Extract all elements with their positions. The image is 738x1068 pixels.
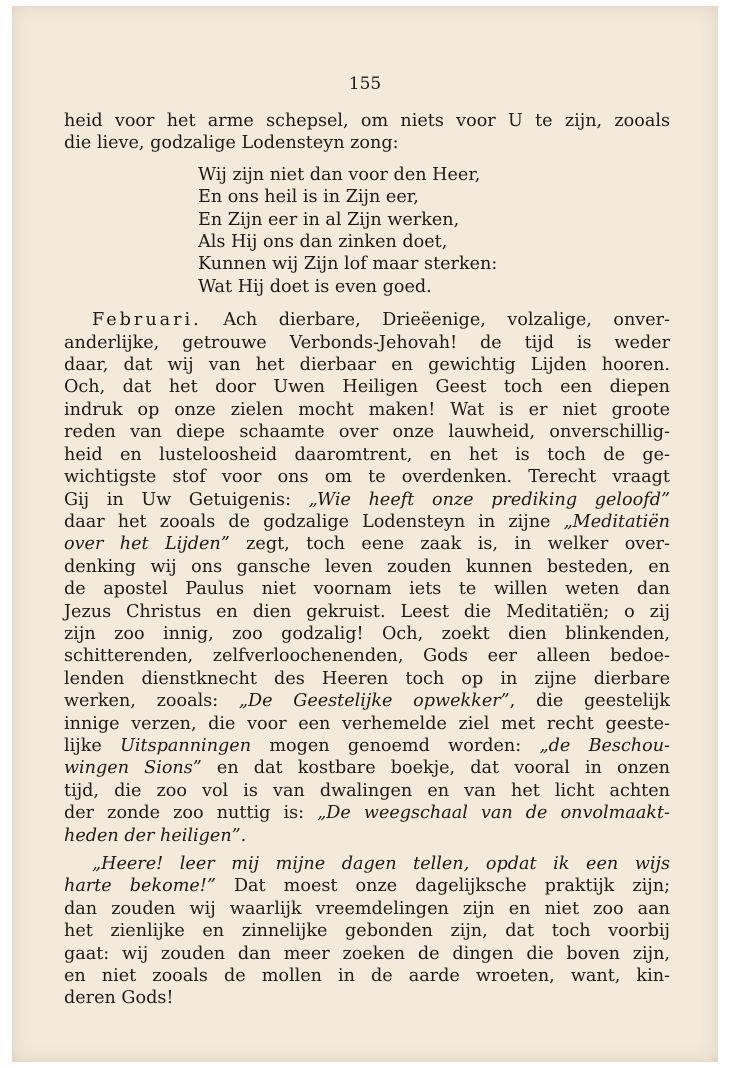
text-line: gaat: wij zouden dan meer zoeken de dingen die boven zijn, bbox=[64, 943, 670, 964]
quoted-title: „Wie heeft onze prediking geloofd” bbox=[308, 489, 670, 510]
text-line: schitterenden, zelfverloochenenden, Gods eer alleen bedoe- bbox=[64, 646, 670, 667]
poem-line: En Zijn eer in al Zijn werken, bbox=[198, 209, 460, 230]
quoted-title: wingen Sions” bbox=[64, 758, 202, 779]
text-line: innige verzen, die voor een verhemelde ziel met recht geeste- bbox=[64, 713, 670, 734]
text-line: zijn zoo innig, zoo godzalig! Och, zoekt dien blinkenden, bbox=[64, 623, 670, 644]
page-number: 155 bbox=[348, 74, 382, 94]
text-line bbox=[64, 735, 670, 757]
quoted-title: over het Lijden” bbox=[64, 534, 230, 555]
text-fragment: en dat kostbare boekje, dat vooral in onzen bbox=[201, 758, 670, 779]
text-line: lenden dienstknecht des Heeren toch op in zijne dierbare bbox=[64, 668, 670, 689]
text-line: en niet zooals de mollen in de aarde wroeten, want, kin- bbox=[64, 966, 670, 987]
text-line bbox=[64, 875, 670, 897]
poem-line: Kunnen wij Zijn lof maar sterken: bbox=[198, 254, 498, 275]
text-fragment: , die geestelijk bbox=[509, 691, 670, 712]
quoted-title: heden der heiligen”. bbox=[64, 825, 247, 846]
text-line: wichtigste stof voor ons om te overdenken. Terecht vraagt bbox=[64, 467, 670, 488]
text-line: reden van diepe schaamte over onze lauwheid, onverschillig- bbox=[64, 422, 670, 443]
poem-line: En ons heil is in Zijn eer, bbox=[198, 187, 419, 208]
text-line bbox=[64, 802, 670, 824]
text-line: het zienlijke en zinnelijke gebonden zijn, dat toch voorbij bbox=[64, 921, 670, 942]
poem-line: Wat Hij doet is even goed. bbox=[198, 276, 432, 297]
text-fragment: Dat moest onze dagelijksche praktijk zijn; bbox=[215, 876, 670, 897]
text-line: tijd, die zoo vol is van dwalingen en van het licht achten bbox=[64, 780, 670, 801]
text-line bbox=[64, 533, 670, 555]
text-line: denking wij ons gansche leven zouden kunnen besteden, en bbox=[64, 556, 670, 577]
text-line: anderlijke, getrouwe Verbonds-Jehovah! de tijd is weder bbox=[64, 332, 670, 353]
text-line: Och, dat het door Uwen Heiligen Geest toch een diepen bbox=[64, 377, 670, 398]
text-fragment: Gij in Uw Getuigenis: bbox=[64, 489, 309, 510]
text-line bbox=[64, 825, 670, 847]
paragraph-3 bbox=[64, 853, 670, 1010]
quotation: „Heere! leer mij mijne dagen tellen, opdat ik een wijs bbox=[92, 854, 670, 874]
text-line: heid en lusteloosheid daaromtrent, en het is toch de ge- bbox=[64, 444, 670, 465]
text-line: heid voor het arme schepsel, om niets voor U te zijn, zooals bbox=[64, 111, 670, 131]
text-line: die lieve, godzalige Lodensteyn zong: bbox=[64, 133, 399, 154]
poem-line: Als Hij ons dan zinken doet, bbox=[198, 232, 448, 253]
text-line: daar, dat wij van het dierbaar en gewichtig Lijden hooren. bbox=[64, 355, 670, 376]
poem-line: Wij zijn niet dan voor den Heer, bbox=[198, 164, 481, 185]
text-line bbox=[64, 757, 670, 779]
text-fragment: der zonde zoo nuttig is: bbox=[64, 803, 318, 824]
text-line bbox=[64, 853, 670, 875]
text-line: de apostel Paulus niet voornam iets te willen weten dan bbox=[64, 579, 670, 600]
text-line: dan zouden wij waarlijk vreemdelingen zijn en niet zoo aan bbox=[64, 898, 670, 919]
text-line bbox=[64, 489, 670, 511]
poem bbox=[64, 164, 670, 298]
quotation: harte bekome!” bbox=[64, 876, 216, 897]
section-heading: Februari. bbox=[92, 310, 202, 331]
text-line bbox=[64, 690, 670, 712]
quoted-title: „De weegschaal van de onvolmaakt- bbox=[317, 803, 670, 824]
paragraph-2 bbox=[64, 309, 670, 847]
page-body bbox=[64, 110, 670, 1010]
quoted-title: Uitspanningen bbox=[120, 735, 252, 756]
quoted-title: „de Beschou- bbox=[539, 735, 670, 756]
quoted-title: „De Geestelijke opwekker” bbox=[238, 691, 510, 712]
text-fragment: Ach dierbare, Drieëenige, volzalige, onver- bbox=[223, 310, 671, 331]
quoted-title: „Meditatiën bbox=[563, 511, 670, 532]
text-line bbox=[64, 309, 670, 331]
text-fragment: daar het zooals de godzalige Lodensteyn in zijne bbox=[64, 511, 564, 532]
text-line: indruk op onze zielen mocht maken! Wat is er niet groote bbox=[64, 399, 670, 420]
text-fragment: werken, zooals: bbox=[64, 691, 239, 712]
text-line: Jezus Christus en dien gekruist. Leest die Meditatiën; o zij bbox=[64, 601, 670, 622]
text-line: deren Gods! bbox=[64, 988, 174, 1009]
book-page bbox=[12, 6, 718, 1062]
paragraph-1 bbox=[64, 110, 670, 155]
text-fragment: mogen genoemd worden: bbox=[251, 735, 540, 756]
text-line bbox=[64, 511, 670, 533]
text-fragment: lijke bbox=[64, 735, 121, 756]
text-fragment: zegt, toch eene zaak is, in welker over- bbox=[229, 534, 670, 555]
